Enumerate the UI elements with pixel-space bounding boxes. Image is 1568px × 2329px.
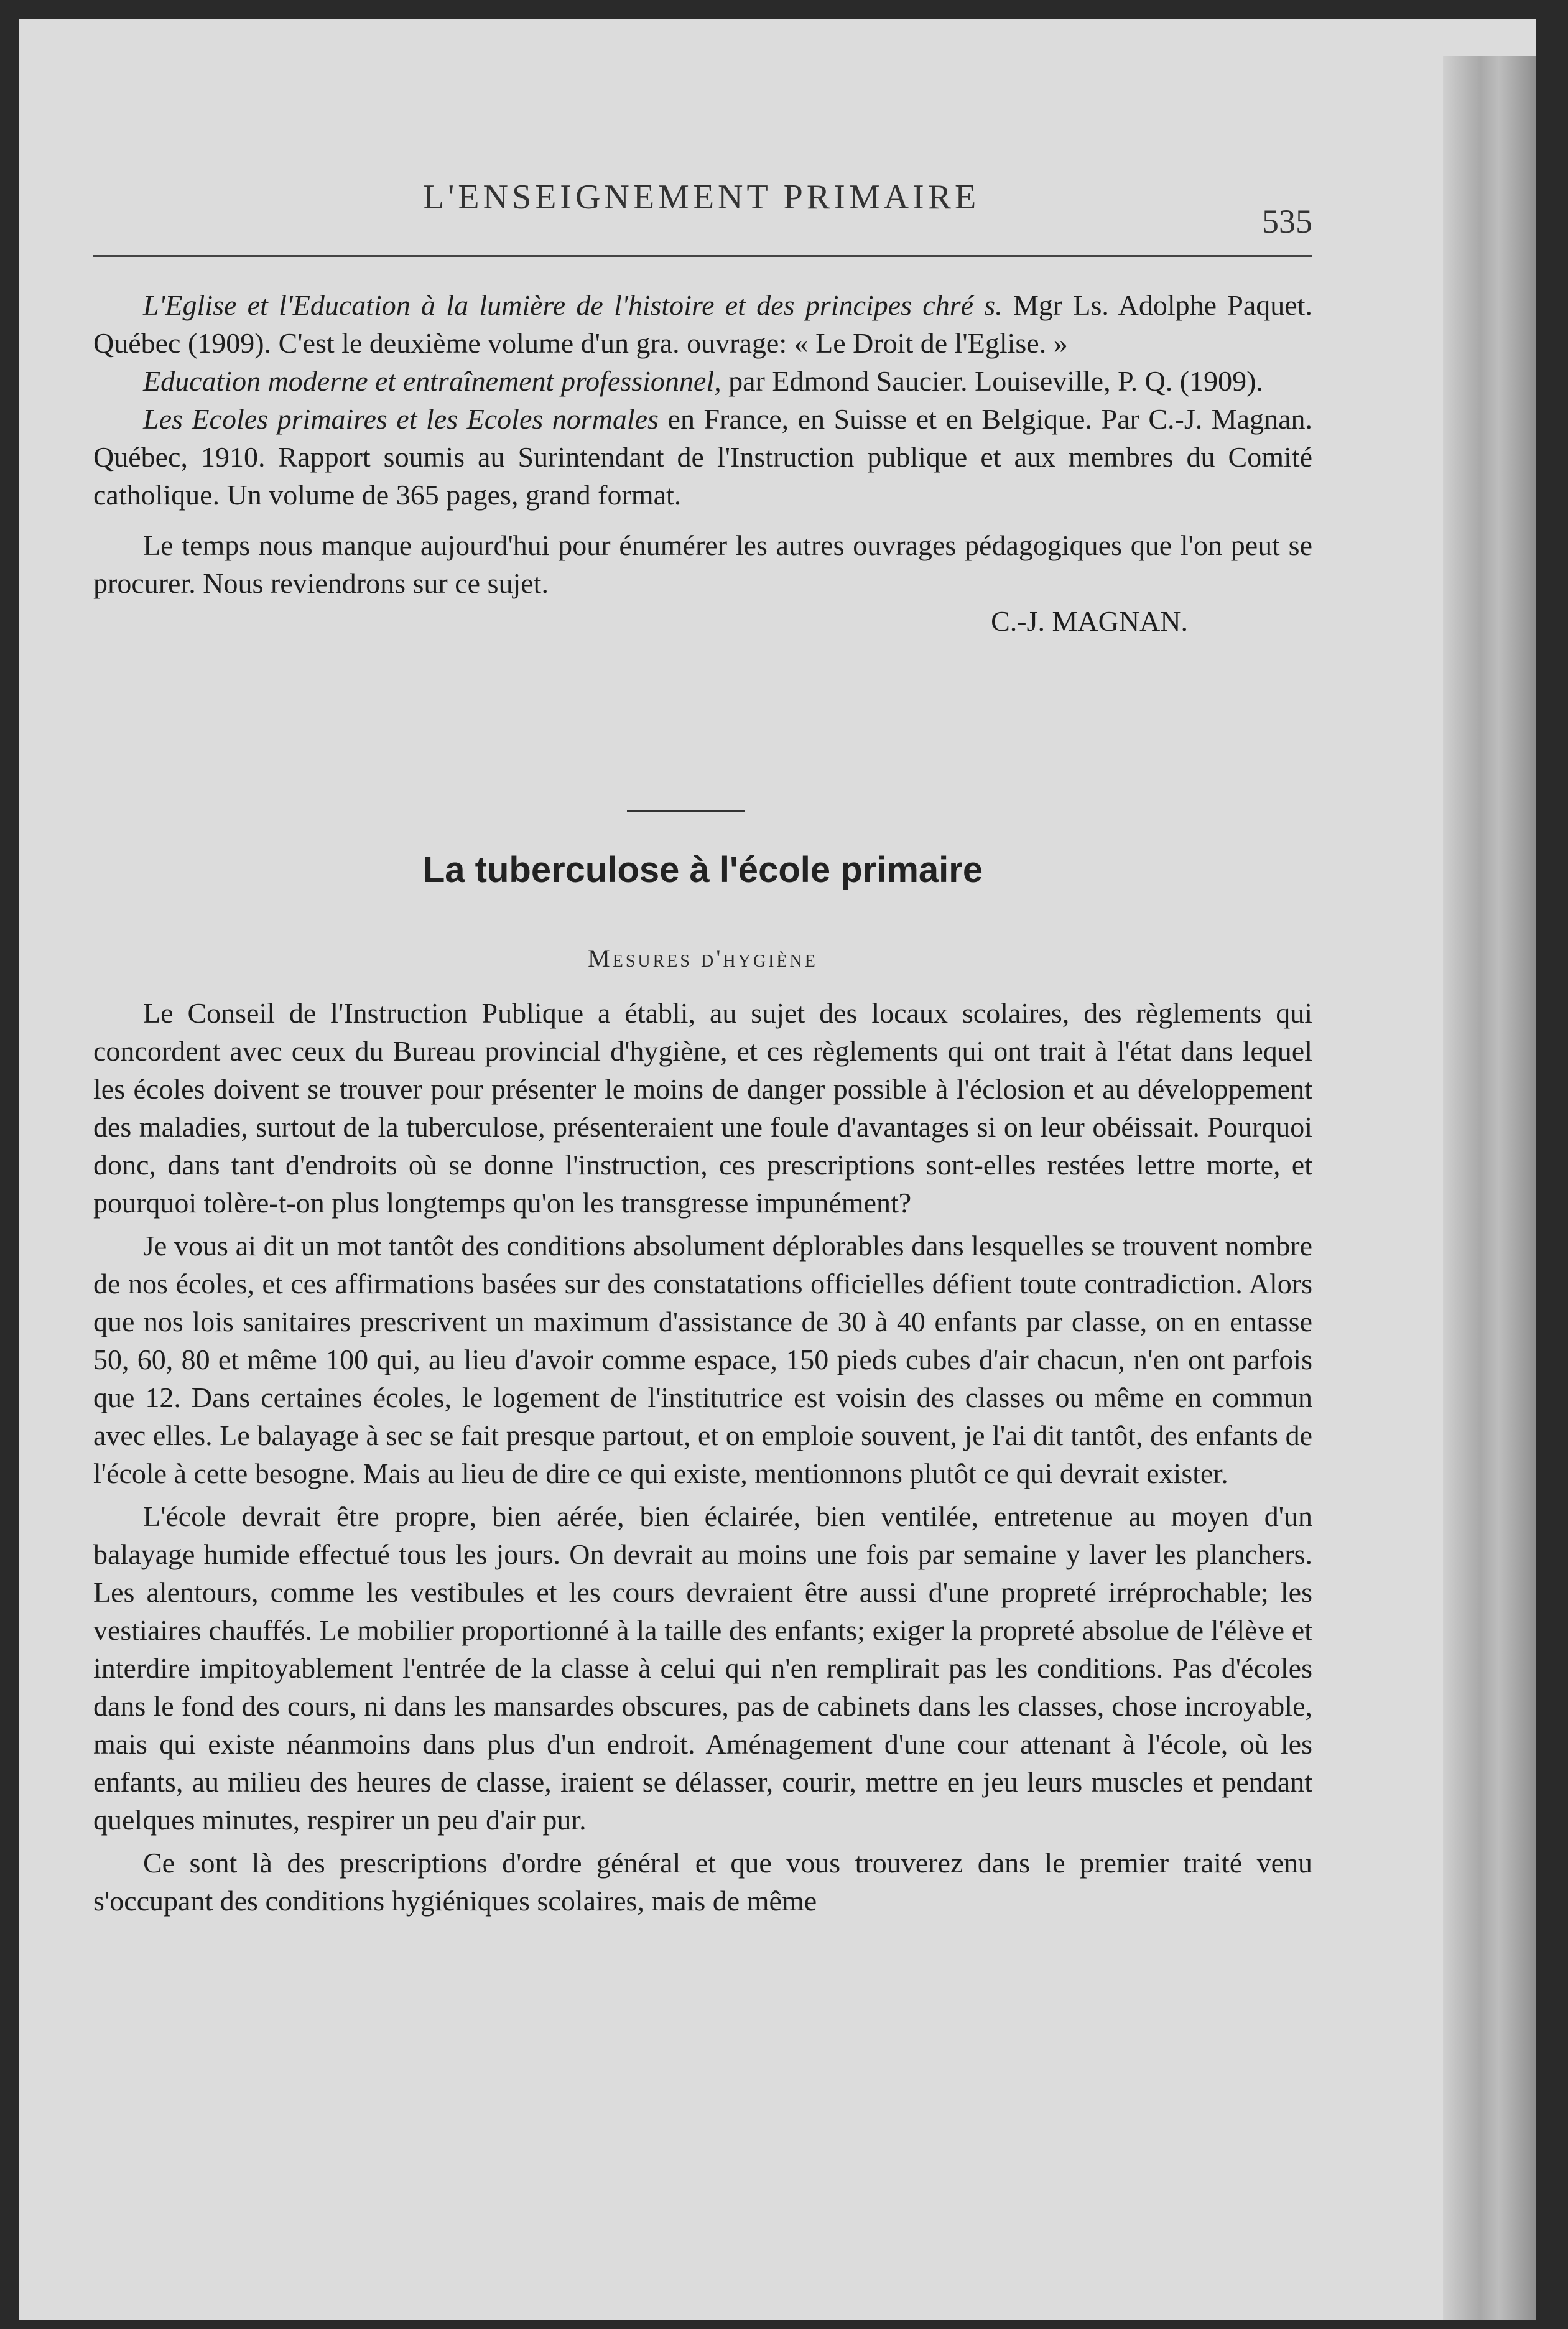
reference-details: par Edmond Saucier. Louiseville, P. Q. (1909).: [721, 365, 1263, 397]
reference-details: Mgr Ls. Adolphe Paquet. Québec (1909). C'est le deuxième volume d'un gra. ouvrage: « Le Droit de l'Eglise. »: [93, 289, 1313, 359]
running-head: [93, 165, 1312, 240]
reference-item: [93, 362, 1312, 400]
reference-details: en France, en Suisse et en Belgique. Par C.-J. Magnan. Québec, 1910. Rapport soumis au Surintendant de l'Instruction publique et aux membres du Comité catholique. Un volume de 365 pages, grand format.: [93, 403, 1313, 511]
article-title: La tuberculose à l'école primaire: [422, 850, 983, 890]
section-divider: [627, 810, 745, 812]
header-rule: [93, 255, 1312, 257]
running-title: L'ENSEIGNEMENT PRIMAIRE: [423, 178, 980, 216]
references-block: [93, 286, 1312, 640]
article-body: [93, 994, 1312, 1925]
reference-title: Les Ecoles primaires et les Ecoles normales: [143, 403, 659, 435]
body-paragraph: L'école devrait être propre, bien aérée, bien éclairée, bien ventilée, entretenue au moyen d'un balayage humide effectué tous les jours. On devrait au moins une fois par semaine y laver les planchers. Les alentours, comme les vestibules et les cours devraient être aussi d'une propreté irréprochable; les vestiaires chauffés. Le mobilier proportionné à la taille des enfants; exiger la propreté absolue de l'élève et interdire impitoyablement l'entrée de la classe à celui qui n'en remplirait pas les conditions. Pas d'écoles dans le fond des cours, ni dans les mansardes obscures, pas de cabinets dans les classes, chose incroyable, mais qui existe néanmoins dans plus d'un endroit. Aménagement d'une cour attenant à l'école, où les enfants, au milieu des heures de classe, iraient se délasser, courir, mettre en jeu leurs muscles et pendant quelques minutes, respirer un peu d'air pur.: [93, 1500, 1312, 1836]
reference-item: [93, 286, 1312, 362]
book-page: [19, 19, 1536, 2320]
body-paragraph: Je vous ai dit un mot tantôt des conditions absolument déplorables dans lesquelles se trouvent nombre de nos écoles, et ces affirmations basées sur des constatations officielles défient toute contradiction. Alors que nos lois sanitaires prescrivent un maximum d'assistance de 30 à 40 enfants par classe, on en entasse 50, 60, 80 et même 100 qui, au lieu d'avoir comme espace, 150 pieds cubes d'air chacun, n'en ont parfois que 12. Dans certaines écoles, le logement de l'institutrice est voisin des classes ou même en commun avec elles. Le balayage à sec se fait presque partout, et on emploie souvent, je l'ai dit tantôt, des enfants de l'école à cette besogne. Mais au lieu de dire ce qui existe, mentionnons plutôt ce qui devrait exister.: [93, 1230, 1312, 1489]
reference-title: L'Eglise et l'Education à la lumière de l'histoire et des principes chré s.: [143, 289, 1003, 321]
page-edge-shadow: [1443, 56, 1536, 2320]
reference-item: [93, 400, 1312, 514]
body-paragraph: Le Conseil de l'Instruction Publique a établi, au sujet des locaux scolaires, des règlements qui concordent avec ceux du Bureau provincial d'hygiène, et ces règlements qui ont trait à l'état dans lequel les écoles doivent se trouver pour présenter le moins de danger possible à l'éclosion et au développement des maladies, surtout de la tuberculose, présenteraient une foule d'avantages si on leur obéissait. Pourquoi donc, dans tant d'endroits où se donne l'instruction, ces prescriptions sont-elles restées lettre morte, et pourquoi tolère-t-on plus longtemps qu'on les transgresse impunément?: [93, 997, 1312, 1219]
body-paragraph: Ce sont là des prescriptions d'ordre général et que vous trouverez dans le premier traité venu s'occupant des conditions hygiéniques scolaires, mais de même: [93, 1847, 1312, 1917]
article-subtitle: Mesures d'hygiène: [588, 944, 818, 972]
signature: C.-J. MAGNAN.: [991, 605, 1188, 637]
closing-paragraph: Le temps nous manque aujourd'hui pour énumérer les autres ouvrages pédagogiques que l'on peut se procurer. Nous reviendrons sur ce sujet.: [93, 529, 1312, 599]
reference-title: Education moderne et entraînement professionnel,: [143, 365, 721, 397]
page-number: 535: [1262, 203, 1312, 240]
